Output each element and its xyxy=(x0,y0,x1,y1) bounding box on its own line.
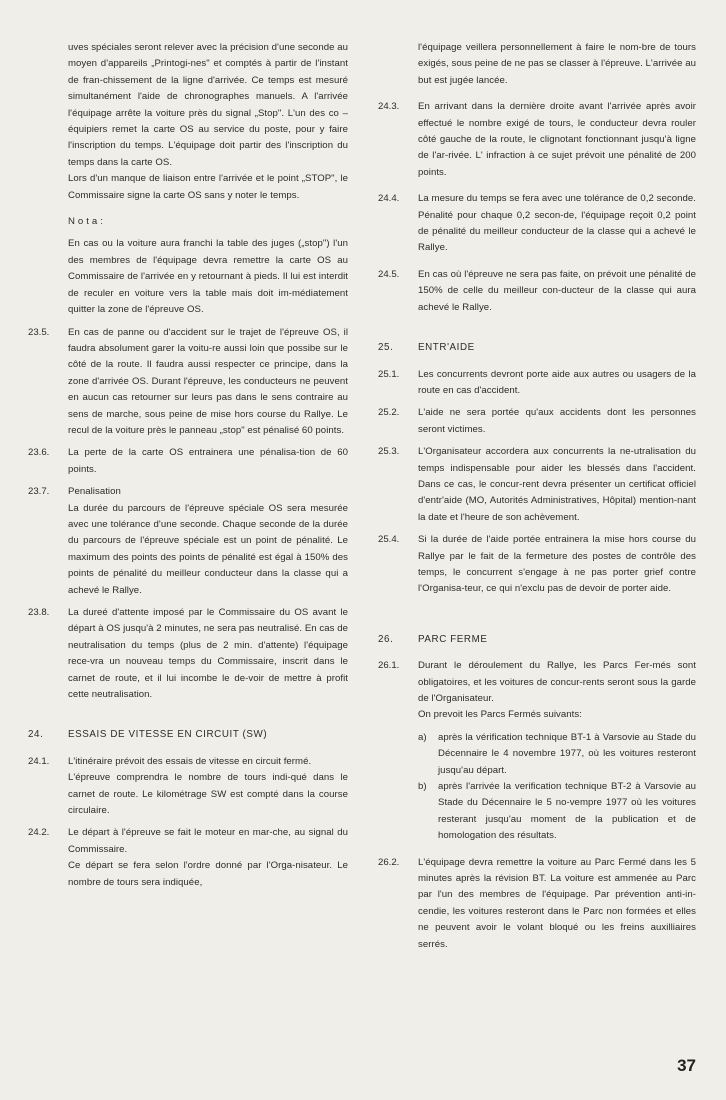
section-number: 26. xyxy=(378,633,394,645)
continuation-paragraph xyxy=(418,40,696,89)
article-number: 24.5. xyxy=(378,268,400,280)
sub-item-text: après l'arrivée la verification technique BT-2 à Varsovie au Stade du Décennaire le 5 no-vempre 1977 où les voitures resterant jusqu'au moment de la publication et de homologation des résultats. xyxy=(438,781,696,842)
article-text: Le départ à l'épreuve se fait le moteur en mar-che, au signal du Commissaire. Ce départ se fera selon l'ordre donné par l'Orga-nisateur. Le nombre de tours sera indiquée, xyxy=(68,827,348,888)
right-column xyxy=(378,40,696,953)
article-text: L'itinéraire prévoit des essais de vitesse en circuit fermé. L'épreuve comprendra le nombre de tours indi-qué dans le carnet de route. Le kilométrage SW est compté dans la course circulaire. xyxy=(68,755,348,817)
article-number: 23.8. xyxy=(28,607,50,618)
article-23-6 xyxy=(28,445,348,478)
article-number: 26.1. xyxy=(378,660,400,672)
article-number: 24.4. xyxy=(378,193,400,205)
article-23-8 xyxy=(28,605,348,703)
article-24-2 xyxy=(28,825,348,891)
article-text: La dureé d'attente imposé par le Commissaire du OS avant le départ à OS jusqu'à 2 minutes, ne sera pas neutralisé. En cas de neutralisation du temps (plus de 2 min. d'attente) l'équipage rece-vra un nouveau temps du Commissaire, inscrit dans le carnet de route, et il lui incombe le de-voir de mettre à profit cette neutralisation. xyxy=(68,607,348,701)
nota-block xyxy=(68,214,348,318)
article-text: Durant le déroulement du Rallye, les Parcs Fer-més sont obligatoires, et les voitures de concur-rents seront sous la garde de l'Organisateur. On prevoit les Parcs Fermés suivants: xyxy=(418,660,696,721)
article-text: En cas de panne ou d'accident sur le trajet de l'épreuve OS, il faudra absolument garer la voitu-re aussi loin que possibe sur le côté de la route. Il faudra aussi respecter ce principe, dans la zone d'arrivée OS. Durant l'épreuve, les conducteurs ne peuvent en aucun cas retourner sur leurs pas dans le sens contraire au sens de marche, sous peine de mise hors course du Rallye. Le recul de la voiture près le panneau „stop" est pénalisé 60 points. xyxy=(68,326,348,436)
section-heading-26 xyxy=(378,632,696,648)
article-number: 23.5. xyxy=(28,326,50,338)
article-26-2 xyxy=(378,855,696,953)
article-26-1 xyxy=(378,658,696,844)
article-text: La perte de la carte OS entrainera une pénalisa-tion de 60 points. xyxy=(68,447,348,475)
article-25-4 xyxy=(378,532,696,598)
left-column xyxy=(28,40,348,891)
section-heading-25 xyxy=(378,340,696,356)
article-number: 23.7. xyxy=(28,486,50,498)
article-text: Les concurrents devront porte aide aux autres ou usagers de la route en cas d'accident. xyxy=(418,368,696,396)
intro-text: Lors d'un manque de liaison entre l'arrivée et le point „STOP", le Commissaire signe la carte OS sans y noter le temps. xyxy=(68,173,348,201)
section-title: ESSAIS DE VITESSE EN CIRCUIT (SW) xyxy=(68,729,268,741)
nota-text: En cas ou la voiture aura franchi la table des juges („stop") l'un des membres de l'équipage devra remettre la carte OS au Commissaire de l'arrivée en y retournant à pieds. Il lui est interdit de reculer en voiture vers la table mais doit im-médiatement quitter la zone de l'épreuve OS. xyxy=(68,238,348,316)
article-24-5 xyxy=(378,267,696,316)
section-number: 25. xyxy=(378,342,394,354)
article-number: 26.2. xyxy=(378,856,400,868)
article-text: L'aide ne sera portée qu'aux accidents dont les personnes seront victimes. xyxy=(418,407,696,435)
article-24-3 xyxy=(378,99,696,181)
article-number: 25.1. xyxy=(378,368,400,380)
article-number: 25.4. xyxy=(378,534,400,546)
sub-item-b xyxy=(418,779,696,845)
article-text: Penalisation La durée du parcours de l'épreuve spéciale OS sera mesurée avec une tolérance d'une seconde. Chaque seconde de la durée du parcours de l'épreuve spéciale est un point de pénalité. Le maximum des points des points de pénalité est égal à 150% des points de pénalité du meilleur conducteur dans la classe qui a achevé le Rallye. xyxy=(68,486,348,596)
nota-label: Nota: xyxy=(68,216,106,228)
section-heading-24 xyxy=(28,727,348,743)
article-number: 25.3. xyxy=(378,446,400,458)
article-number: 24.1. xyxy=(28,755,50,767)
article-text: En arrivant dans la dernière droite avant l'arrivée après avoir effectué le nombre exigé de tours, le conducteur devra rouler côté gauche de la route, le clignotant fonctionnant jusqu'à ligne de l'ar-rivée. L' infraction à ce sujet prévoit une pénalité de 200 points. xyxy=(418,101,696,178)
page-number: 37 xyxy=(677,1056,696,1075)
article-24-1 xyxy=(28,754,348,820)
article-number: 24.2. xyxy=(28,827,50,839)
sub-item-text: après la vérification technique BT-1 à Varsovie au Stade du Décennaire le 4 novembre 1977, où les voitures resteront jusqu'au départ. xyxy=(438,731,696,776)
article-24-4 xyxy=(378,191,696,257)
article-number: 24.3. xyxy=(378,101,400,113)
sub-item-a xyxy=(418,730,696,779)
sub-item-label: a) xyxy=(418,731,427,743)
article-23-5 xyxy=(28,325,348,440)
article-25-2 xyxy=(378,405,696,438)
article-text: L'équipage devra remettre la voiture au Parc Fermé dans les 5 minutes après la révision BT. La voiture est ammenée au Parc par l'un des membres de l'équipage. Par prévention anti-in-cendie, les voitures resteront dans le Parc non formées et elles ne peuvent avoir le volant bloqué ou les freins auxilliaires serrés. xyxy=(418,856,696,950)
section-title: PARC FERME xyxy=(418,633,488,645)
intro-paragraph xyxy=(68,40,348,204)
article-25-1 xyxy=(378,367,696,400)
article-number: 23.6. xyxy=(28,447,50,459)
article-25-3 xyxy=(378,444,696,526)
article-text: La mesure du temps se fera avec une tolérance de 0,2 seconde. Pénalité pour chaque 0,2 secon-de, l'équipage reçoit 0,2 point de pénalité du meilleur conducteur de la classe qui a achevé le Rallye. xyxy=(418,193,696,254)
sub-item-label: b) xyxy=(418,781,427,793)
article-23-7 xyxy=(28,484,348,599)
section-title: ENTR'AIDE xyxy=(418,342,475,354)
article-text: En cas où l'épreuve ne sera pas faite, on prévoit une pénalité de 150% de celle du meilleur con-ducteur de la classe qui aura achevé le Rallye. xyxy=(418,268,696,313)
continuation-text: l'équipage veillera personnellement à faire le nom-bre de tours exigés, sous peine de ne pas se classer à l'épreuve. L'arrivée au but est jugée lancée. xyxy=(418,42,696,86)
article-number: 25.2. xyxy=(378,407,400,419)
article-text: Si la durée de l'aide portée entrainera la mise hors course du Rallye par le fait de la fermeture des postes de contrôle des temps, le concurrent s'engage à ne pas porter grief contre l'Organisa-teur, ce qui n'exclu pas de devoir de porter aide. xyxy=(418,534,696,595)
article-text: L'Organisateur accordera aux concurrents la ne-utralisation du temps indispensable pour aider les blessés dans l'accident. Dans ce cas, le concur-rent devra présenter un certificat officiel d'entr'aide (MO, Autorités Administratives, Hôpital) mention-nant la date et l'heure de son achèvement. xyxy=(418,446,696,523)
intro-text: uves spéciales seront relever avec la précision d'une seconde au moyen d'appareils „Printogi-nes" et comptés à partir de l'instant de fran-chissement de la ligne d'arrivée. Ce temps est mesuré simultanément l'aide de chronographes manuels. A l'arrivée l'équipage arrête la voiture près du signal „Stop". L'un des co – équipiers remet la carte OS au service du poste, pour y faire l'inscription du temps. L'équipage doit partir des l'inscription du temps dans la carte OS. xyxy=(68,42,348,168)
section-number: 24. xyxy=(28,729,44,741)
